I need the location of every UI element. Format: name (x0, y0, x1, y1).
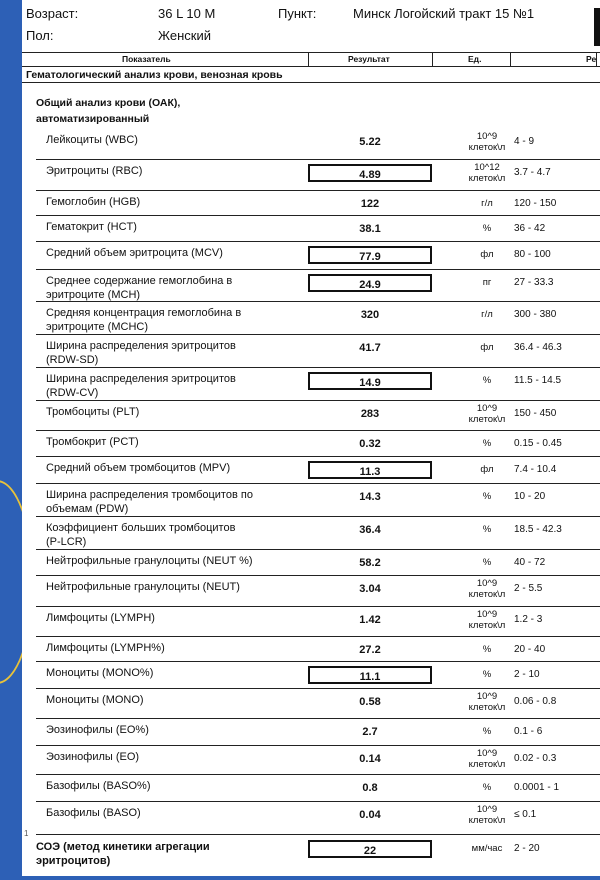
row-value: 320 (360, 309, 380, 321)
col-ref: Ре (586, 54, 597, 64)
esr-name-line: эритроцитов) (36, 855, 111, 867)
row-name-line: Моноциты (MONO) (46, 694, 144, 706)
row-name-line: Коэффициент больших тромбоцитов (46, 522, 236, 534)
row-name-line: Гемоглобин (HGB) (46, 196, 141, 208)
row-ref: 20 - 40 (514, 644, 546, 655)
row-name (46, 306, 294, 334)
row-value: 0.14 (359, 753, 381, 765)
row-ref: 40 - 72 (514, 557, 546, 568)
row-unit-line: клеток\л (468, 620, 506, 631)
row-value: 3.04 (359, 583, 381, 595)
row-name (46, 666, 294, 680)
row-ref: 36.4 - 46.3 (514, 342, 562, 353)
row-separator (36, 215, 600, 216)
row-unit-line: 10^9 (476, 131, 498, 142)
point-label: Пункт: (278, 6, 317, 21)
row-ref: 18.5 - 42.3 (514, 524, 562, 535)
row-name-line: Нейтрофильные гранулоциты (NEUT) (46, 581, 240, 593)
row-name-line: эритроците (MCHC) (46, 321, 149, 333)
row-unit-line: 10^9 (476, 691, 498, 702)
row-value: 0.58 (359, 696, 381, 708)
row-value: 4.89 (308, 164, 432, 182)
header-divider (308, 52, 309, 67)
row-name (46, 461, 294, 475)
row-separator (36, 334, 600, 335)
row-unit-line: % (482, 782, 492, 793)
row-unit-line: пг (482, 277, 492, 288)
row-name-line: Моноциты (MONO%) (46, 667, 154, 679)
row-name-line: Эозинофилы (EO) (46, 751, 140, 763)
header-divider (432, 52, 433, 67)
row-value: 122 (360, 198, 380, 210)
row-separator (36, 745, 600, 746)
row-unit-line: клеток\л (468, 414, 506, 425)
row-name-line: Эритроциты (RBC) (46, 165, 143, 177)
group-title (36, 95, 180, 127)
point-value: Минск Логойский тракт 15 №1 (353, 6, 535, 21)
row-unit-line: 10^9 (476, 609, 498, 620)
row-unit-line: % (482, 524, 492, 535)
row-unit-line: % (482, 491, 492, 502)
row-value: 77.9 (308, 246, 432, 264)
row-ref: 0.15 - 0.45 (514, 438, 562, 449)
row-separator (36, 400, 600, 401)
row-value: 11.3 (308, 461, 432, 479)
row-name-line: Эозинофилы (EO%) (46, 724, 149, 736)
row-ref: ≤ 0.1 (514, 809, 537, 820)
row-separator (36, 516, 600, 517)
row-name-line: (RDW-CV) (46, 387, 99, 399)
row-name (46, 611, 294, 625)
row-separator (36, 718, 600, 719)
row-name-line: Ширина распределения эритроцитов (46, 373, 236, 385)
header-divider (510, 52, 511, 67)
row-unit-line: 10^9 (476, 403, 498, 414)
row-separator (36, 774, 600, 775)
row-value: 0.04 (359, 809, 381, 821)
row-name-line: Тромбокрит (PCT) (46, 436, 139, 448)
row-unit-line: г/л (481, 198, 493, 209)
row-separator (36, 269, 600, 270)
row-unit-line: % (482, 557, 492, 568)
row-unit-line: фл (480, 249, 494, 260)
row-name (46, 806, 294, 820)
esr-name-line: СОЭ (метод кинетики агрегации (36, 841, 210, 853)
row-name-line: Среднее содержание гемоглобина в (46, 275, 233, 287)
row-separator (36, 606, 600, 607)
age-value: 36 L 10 M (158, 6, 216, 21)
row-name (46, 779, 294, 793)
row-separator (36, 834, 600, 835)
row-ref: 11.5 - 14.5 (514, 375, 562, 386)
row-ref: 2 - 10 (514, 669, 540, 680)
row-name (46, 164, 294, 178)
row-name (46, 488, 294, 516)
section-title: Гематологический анализ крови, венозная кровь (22, 67, 600, 83)
row-name (46, 372, 294, 400)
row-value: 2.7 (362, 726, 378, 738)
row-ref: 2 - 5.5 (514, 583, 543, 594)
row-name-line: Средний объем эритроцита (MCV) (46, 247, 223, 259)
row-name-line: Лейкоциты (WBC) (46, 134, 138, 146)
row-separator (36, 636, 600, 637)
row-unit-line: клеток\л (468, 815, 506, 826)
row-unit-line: г/л (481, 309, 493, 320)
esr-value: 22 (308, 840, 432, 858)
row-name (46, 274, 294, 302)
row-unit-line: фл (480, 342, 494, 353)
row-name-line: эритроците (MCH) (46, 289, 141, 301)
cropped-page-edge (594, 8, 600, 46)
row-name (46, 750, 294, 764)
row-value: 14.9 (308, 372, 432, 390)
row-name-line: Тромбоциты (PLT) (46, 406, 140, 418)
row-unit-line: % (482, 438, 492, 449)
row-name-line: Ширина распределения тромбоцитов по (46, 489, 253, 501)
col-result: Результат (348, 54, 390, 64)
row-unit-line: 10^9 (476, 578, 498, 589)
row-value: 11.1 (308, 666, 432, 684)
row-ref: 27 - 33.3 (514, 277, 554, 288)
row-separator (36, 661, 600, 662)
row-name (46, 405, 294, 419)
row-unit-line: % (482, 375, 492, 386)
row-unit-line: % (482, 644, 492, 655)
esr-ref: 2 - 20 (514, 843, 540, 854)
row-ref: 10 - 20 (514, 491, 546, 502)
row-ref: 0.1 - 6 (514, 726, 543, 737)
row-value: 0.32 (359, 438, 381, 450)
row-ref: 1.2 - 3 (514, 614, 543, 625)
row-separator (36, 549, 600, 550)
row-separator (36, 430, 600, 431)
row-value: 1.42 (359, 614, 381, 626)
row-unit-line: % (482, 726, 492, 737)
group-title-line: Общий анализ крови (ОАК), (36, 97, 181, 109)
row-name-line: (RDW-SD) (46, 354, 99, 366)
row-name (46, 641, 294, 655)
row-separator (36, 688, 600, 689)
row-name-line: Нейтрофильные гранулоциты (NEUT %) (46, 555, 253, 567)
margin-mark: 1 (24, 829, 29, 838)
row-separator (36, 301, 600, 302)
row-name (46, 554, 294, 568)
row-unit-line: фл (480, 464, 494, 475)
row-name (46, 723, 294, 737)
row-separator (36, 575, 600, 576)
row-separator (36, 483, 600, 484)
row-value: 283 (360, 408, 380, 420)
row-ref: 120 - 150 (514, 198, 557, 209)
row-name (46, 521, 294, 549)
row-name-line: Лимфоциты (LYMPH) (46, 612, 155, 624)
row-value: 36.4 (359, 524, 381, 536)
row-name (46, 195, 294, 209)
row-name (46, 246, 294, 260)
row-ref: 300 - 380 (514, 309, 557, 320)
row-name (46, 580, 294, 594)
row-value: 27.2 (359, 644, 381, 656)
row-name-line: объемам (PDW) (46, 503, 129, 515)
row-name-line: Базофилы (BASO) (46, 807, 141, 819)
row-unit-line: 10^12 (474, 162, 500, 173)
age-label: Возраст: (26, 6, 79, 21)
row-separator (36, 159, 600, 160)
row-value: 58.2 (359, 557, 381, 569)
row-unit-line: % (482, 669, 492, 680)
row-value: 41.7 (359, 342, 381, 354)
row-unit-line: 10^9 (476, 804, 498, 815)
row-unit-line: клеток\л (468, 589, 506, 600)
row-ref: 7.4 - 10.4 (514, 464, 557, 475)
row-name (46, 435, 294, 449)
row-unit-line: клеток\л (468, 702, 506, 713)
group-title-line: автоматизированный (36, 113, 150, 125)
row-name-line: Базофилы (BASO%) (46, 780, 151, 792)
row-unit-line: клеток\л (468, 142, 506, 153)
esr-unit: мм/час (471, 843, 503, 854)
row-unit-line: клеток\л (468, 173, 506, 184)
row-ref: 36 - 42 (514, 223, 546, 234)
row-ref: 3.7 - 4.7 (514, 167, 551, 178)
row-value: 5.22 (359, 136, 381, 148)
row-value: 14.3 (359, 491, 381, 503)
row-value: 0.8 (362, 782, 378, 794)
row-separator (36, 241, 600, 242)
row-ref: 0.0001 - 1 (514, 782, 560, 793)
row-ref: 4 - 9 (514, 136, 535, 147)
esr-name (36, 840, 284, 868)
lab-report-page (22, 0, 600, 876)
sex-value: Женский (158, 28, 211, 43)
row-unit-line: % (482, 223, 492, 234)
col-indicator: Показатель (122, 54, 171, 64)
row-name (46, 693, 294, 707)
header-divider (596, 52, 597, 67)
row-separator (36, 456, 600, 457)
row-name-line: Гематокрит (HCT) (46, 221, 137, 233)
sex-label: Пол: (26, 28, 54, 43)
row-separator (36, 801, 600, 802)
row-ref: 80 - 100 (514, 249, 551, 260)
row-name (46, 220, 294, 234)
table-header (22, 52, 600, 67)
row-separator (36, 367, 600, 368)
row-unit-line: 10^9 (476, 748, 498, 759)
row-name-line: Средний объем тромбоцитов (MPV) (46, 462, 231, 474)
row-name-line: Лимфоциты (LYMPH%) (46, 642, 165, 654)
row-name-line: Средняя концентрация гемоглобина в (46, 307, 242, 319)
row-ref: 0.02 - 0.3 (514, 753, 557, 764)
row-name-line: (P-LCR) (46, 536, 87, 548)
row-ref: 150 - 450 (514, 408, 557, 419)
row-separator (36, 190, 600, 191)
row-value: 24.9 (308, 274, 432, 292)
col-unit: Ед. (468, 54, 482, 64)
row-name (46, 133, 294, 147)
row-name-line: Ширина распределения эритроцитов (46, 340, 236, 352)
row-unit-line: клеток\л (468, 759, 506, 770)
row-ref: 0.06 - 0.8 (514, 696, 557, 707)
row-name (46, 339, 294, 367)
row-value: 38.1 (359, 223, 381, 235)
